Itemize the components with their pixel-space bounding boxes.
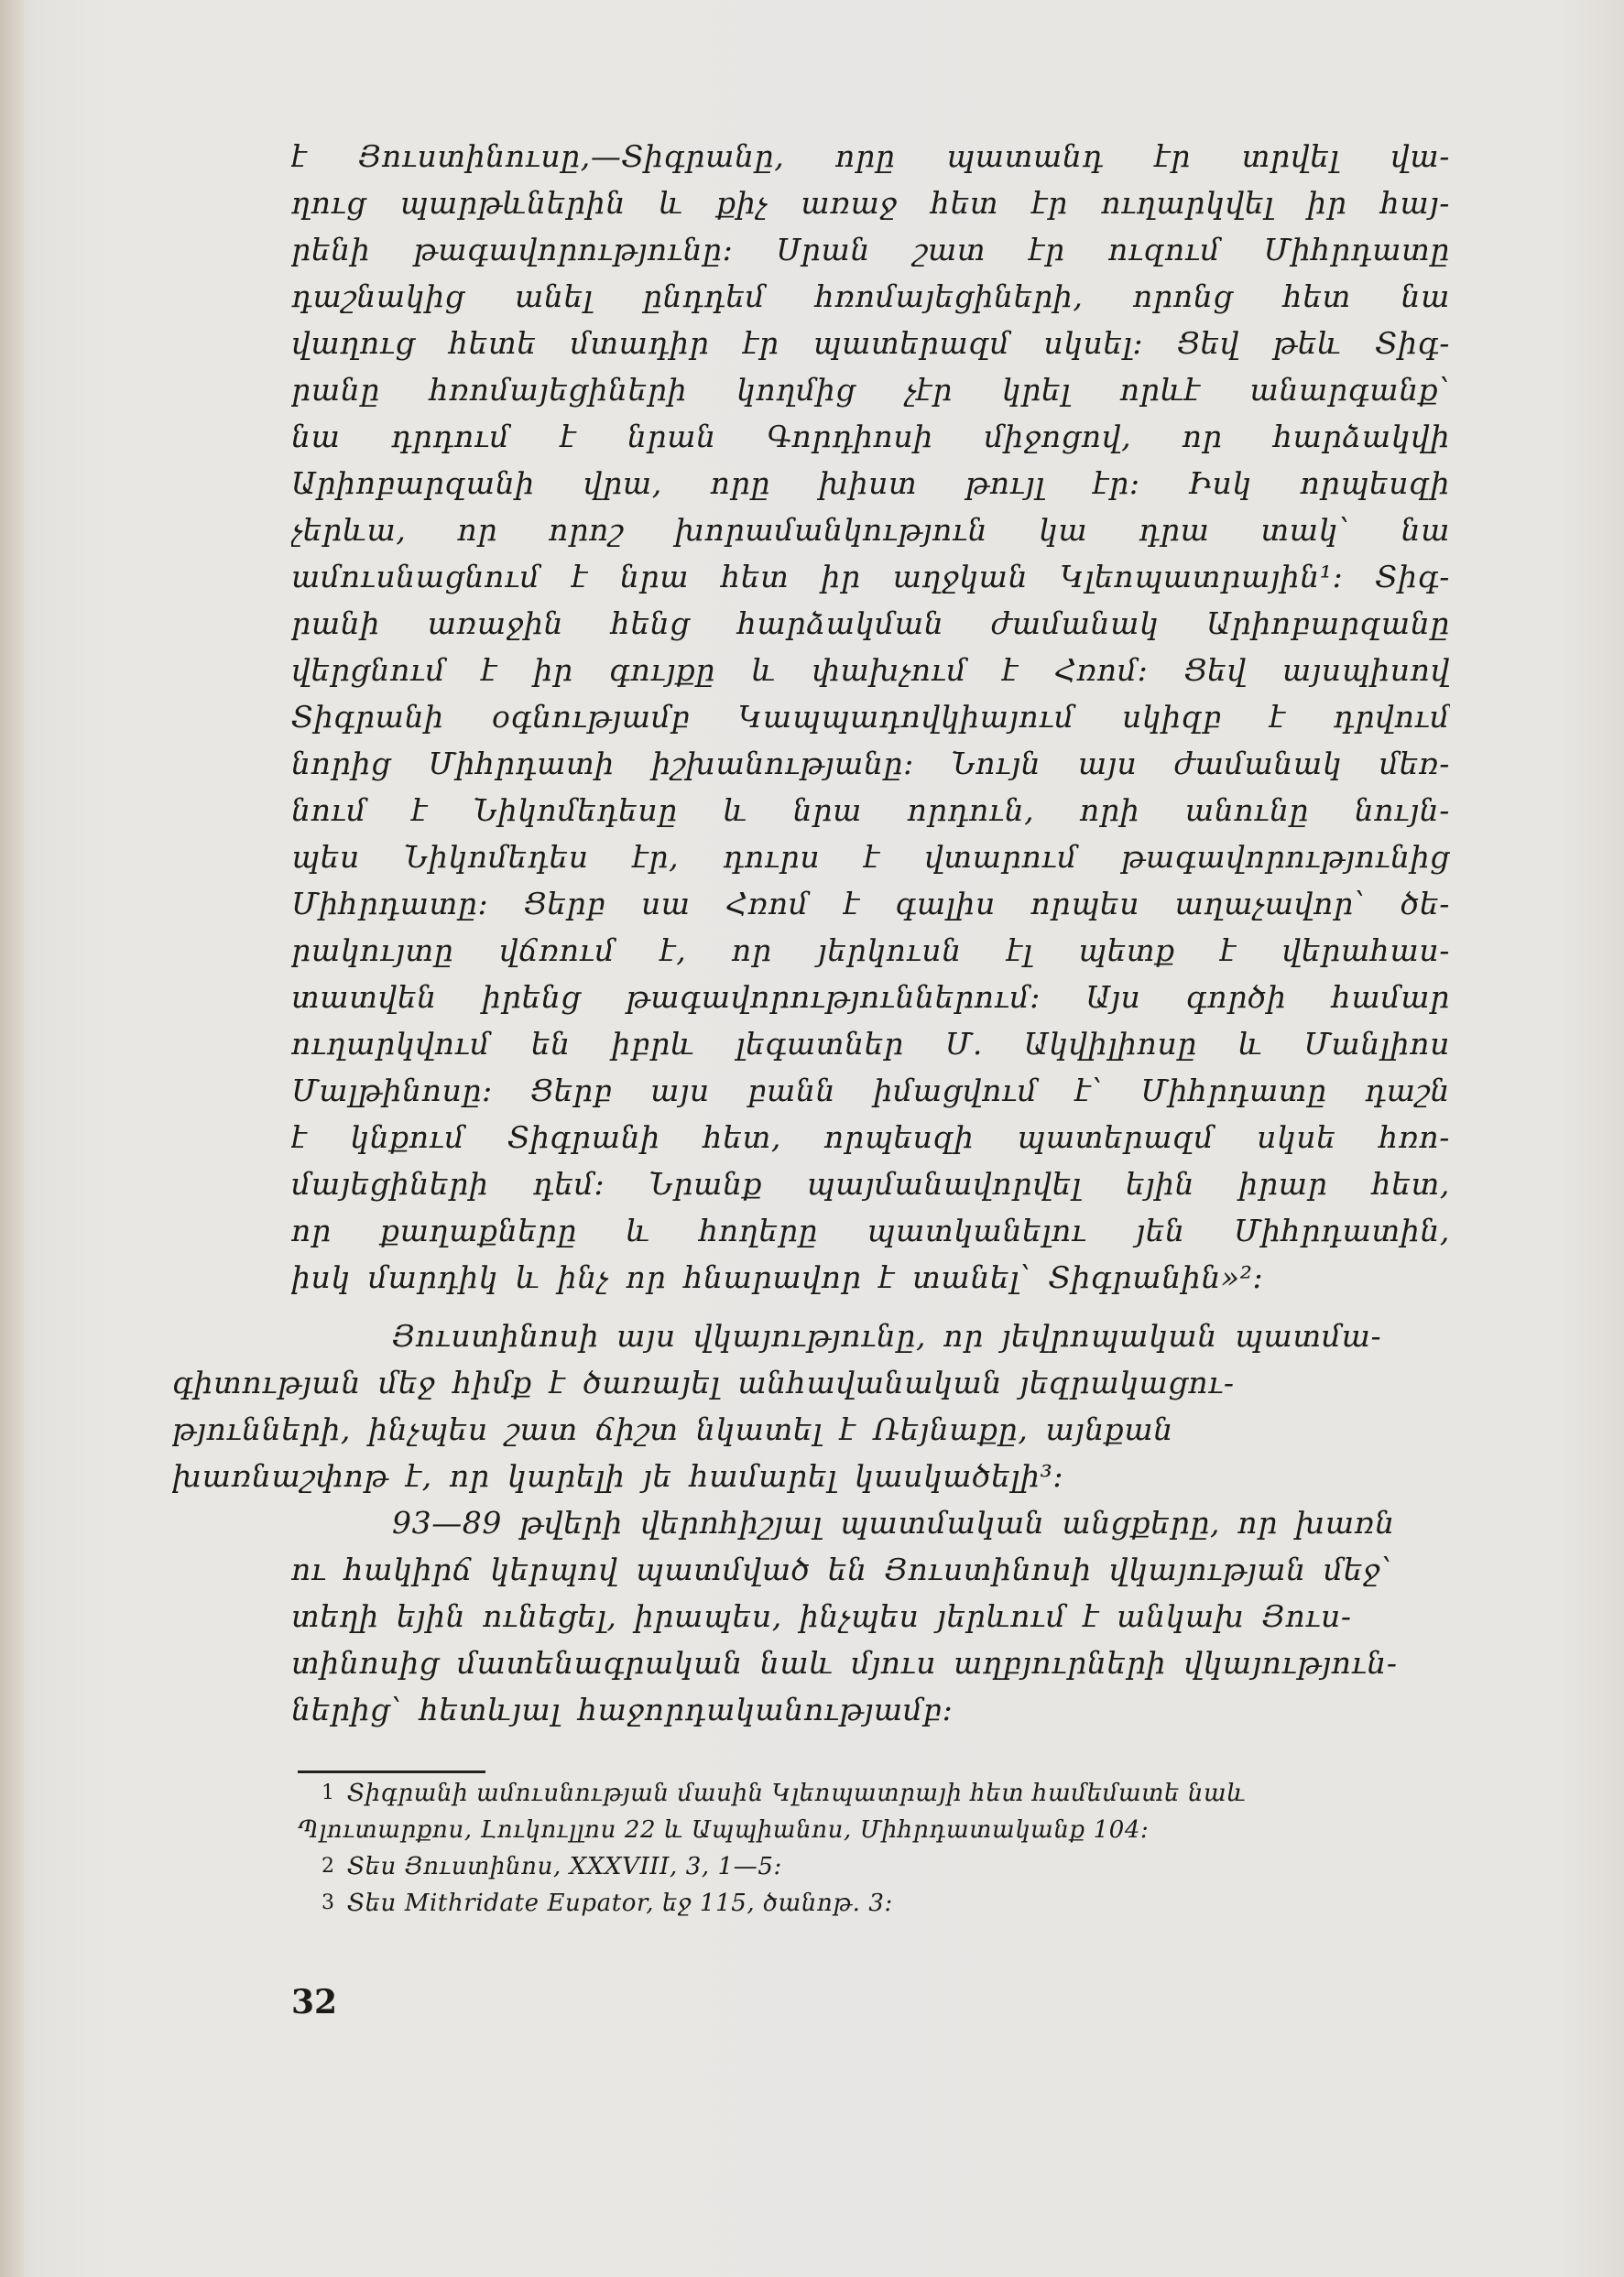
text-line: վաղուց հետե մտադիր էր պատերազմ սկսել։ Ցեվ թեև Տիգ- bbox=[291, 325, 1450, 361]
text-line: ուղարկվում են իբրև լեգատներ Մ. Ակվիլիոսը և Մանլիոս bbox=[291, 1026, 1450, 1062]
main-paragraph-1 bbox=[291, 133, 1450, 1301]
text-line: որ քաղաքները և հողերը պատկանելու յեն Միհրդատին, bbox=[291, 1213, 1450, 1248]
text-line: թյունների, ինչպես շատ ճիշտ նկատել է Ռեյնաքը, այնքան bbox=[172, 1411, 1173, 1447]
text-line: չերևա, որ որոշ խորամանկություն կա դրա տակ՝ նա bbox=[291, 512, 1450, 548]
text-line: է կնքում Տիգրանի հետ, որպեսզի պատերազմ սկսե հռո- bbox=[291, 1119, 1450, 1155]
footnote-text: Պլուտարքոս, Լուկուլլոս 22 և Ապպիանոս, Միհրդատականք 104։ bbox=[298, 1816, 1150, 1844]
footnote-2 bbox=[298, 1848, 1450, 1885]
page-spine-shadow bbox=[0, 0, 24, 2277]
text-line: մայեցիների դեմ։ Նրանք պայմանավորվել եյին իրար հետ, bbox=[291, 1166, 1450, 1202]
text-line: ներից՝ հետևյալ հաջորդականությամբ։ bbox=[291, 1692, 954, 1727]
footnote-number: 3 bbox=[322, 1891, 334, 1914]
text-line: տատվեն իրենց թագավորություններում։ Այս գործի համար bbox=[291, 979, 1450, 1015]
footnote-number: 1 bbox=[322, 1781, 334, 1804]
text-line: ամուսնացնում է նրա հետ իր աղջկան Կլեոպատրային¹։ Տիգ- bbox=[291, 559, 1450, 594]
text-line: նում է Նիկոմեդեսը և նրա որդուն, որի անունը նույն- bbox=[291, 792, 1450, 828]
text-line: է Յուստինուսը,—Տիգրանը, որը պատանդ էր տրվել վա- bbox=[291, 138, 1450, 174]
text-line: րակույտը վճռում է, որ յերկուսն էլ պետք է վերահաս- bbox=[291, 932, 1450, 968]
text-line: իսկ մարդիկ և ինչ որ հնարավոր է տանել՝ Տիգրանին»²։ bbox=[291, 1259, 1264, 1295]
text-line: Յուստինոսի այս վկայությունը, որ յեվրոպական պատմա- bbox=[392, 1318, 1382, 1354]
text-line: Մալթինոսը։ Ցերբ այս բանն իմացվում է՝ Միհրդատը դաշն bbox=[291, 1073, 1450, 1108]
text-line: Արիոբարզանի վրա, որը խիստ թույլ էր։ Իսկ որպեսզի bbox=[291, 465, 1450, 501]
text-line: տեղի եյին ունեցել, իրապես, ինչպես յերևում է անկախ Յուս- bbox=[291, 1598, 1352, 1634]
text-line: Տիգրանի օգնությամբ Կապպադովկիայում սկիզբ է դրվում bbox=[291, 699, 1450, 735]
footnote-divider bbox=[298, 1770, 485, 1773]
text-line: դաշնակից անել ընդդեմ հռոմայեցիների, որոնց հետ նա bbox=[291, 278, 1450, 314]
text-line: պես Նիկոմեդես էր, դուրս է վտարում թագավորությունից bbox=[291, 839, 1450, 875]
page-number: 32 bbox=[291, 1983, 338, 2021]
text-line: գիտության մեջ հիմք է ծառայել անհավանական յեզրակացու- bbox=[172, 1365, 1235, 1400]
text-line: ղուց պարթևներին և քիչ առաջ հետ էր ուղարկվել իր հայ- bbox=[291, 185, 1450, 221]
footnote-text: Տես Mithridate Eupator, եջ 115, ծանոթ. 3։ bbox=[347, 1890, 893, 1917]
text-line: րանը հռոմայեցիների կողմից չէր կրել որևէ անարգանք՝ bbox=[291, 372, 1450, 408]
main-paragraph-2 bbox=[172, 1313, 1450, 1499]
footnote-text: Տես Յուստինոս, XXXVIII, 3, 1—5: bbox=[347, 1853, 782, 1880]
text-line: տինոսից մատենագրական նաև մյուս աղբյուրների վկայություն- bbox=[291, 1645, 1398, 1681]
text-line: նորից Միհրդատի իշխանությանը։ Նույն այս ժամանակ մեռ- bbox=[291, 746, 1450, 781]
footnote-text: Տիգրանի ամուսնության մասին Կլեոպատրայի հետ համեմատե նաև bbox=[347, 1780, 1247, 1807]
text-line: Միհրդատը։ Ցերբ սա Հռոմ է գալիս որպես աղաչավոր՝ ծե- bbox=[291, 886, 1450, 921]
text-line: խառնաշփոթ է, որ կարելի յե համարել կասկածելի³։ bbox=[172, 1458, 1064, 1494]
footnote-1 bbox=[298, 1775, 1450, 1812]
main-paragraph-3 bbox=[291, 1499, 1450, 1733]
text-line: 93—89 թվերի վերոհիշյալ պատմական անցքերը, որ խառն bbox=[392, 1505, 1395, 1541]
text-line: վերցնում է իր գույքը և փախչում է Հռոմ։ Ցեվ այսպիսով bbox=[291, 652, 1450, 688]
text-line: ու հակիրճ կերպով պատմված են Յուստինոսի վկայության մեջ՝ bbox=[291, 1552, 1392, 1587]
text-line: րանի առաջին հենց հարձակման ժամանակ Արիոբարզանը bbox=[291, 605, 1450, 641]
text-line: րենի թագավորությունը։ Սրան շատ էր ուզում Միհրդատը bbox=[291, 232, 1450, 267]
footnote-number: 2 bbox=[322, 1855, 334, 1878]
footnote-3 bbox=[298, 1885, 1450, 1922]
footnote-1-continued bbox=[298, 1812, 1450, 1848]
text-line: նա դրդում է նրան Գորդիոսի միջոցով, որ հարձակվի bbox=[291, 419, 1450, 454]
footnotes bbox=[298, 1775, 1450, 1922]
